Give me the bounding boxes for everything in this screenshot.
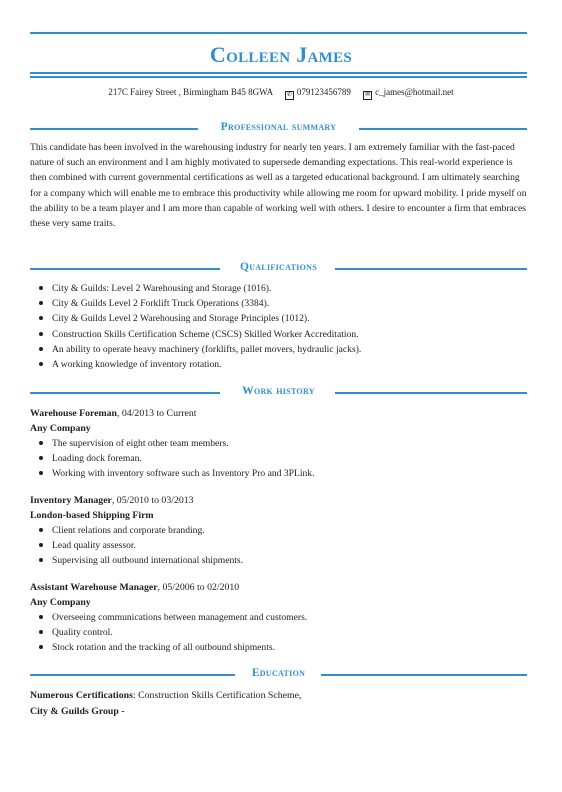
list-item: Quality control. — [30, 625, 530, 640]
education-title: Education — [251, 667, 306, 679]
job-title-line — [30, 406, 196, 421]
phone-icon: ✆ — [286, 92, 292, 98]
phone: 079123456789 — [296, 87, 351, 97]
list-item: Construction Skills Certification Scheme (CSCS) Skilled Worker Accreditation. — [30, 327, 530, 342]
job-company: London-based Shipping Firm — [30, 510, 154, 521]
header-rule-2 — [30, 76, 527, 78]
list-item: City & Guilds Level 2 Forklift Truck Operations (3384). — [30, 296, 530, 311]
summary-title: Professional summary — [220, 121, 337, 133]
email-icon: ✉ — [365, 92, 371, 98]
summary-heading — [30, 121, 527, 135]
education-school: City & Guilds Group - — [30, 706, 125, 717]
work-title: Work history — [242, 385, 315, 397]
list-item: Lead quality assessor. — [30, 538, 530, 553]
job-role: Warehouse Foreman — [30, 408, 117, 419]
job-company: Any Company — [30, 423, 91, 434]
list-item: Working with inventory software such as Inventory Pro and 3PLink. — [30, 466, 530, 481]
education-degree: Numerous Certifications — [30, 690, 133, 701]
list-item: Loading dock foreman. — [30, 451, 530, 466]
qualifications-title: Qualifications — [239, 261, 317, 273]
job-bullets — [30, 436, 530, 482]
list-item: Supervising all outbound international shipments. — [30, 553, 530, 568]
list-item: City & Guilds: Level 2 Warehousing and Storage (1016). — [30, 281, 530, 296]
list-item: Overseeing communications between management and customers. — [30, 610, 530, 625]
education-detail: : Construction Skills Certification Scheme, — [132, 690, 302, 701]
address: 217C Fairey Street , Birmingham B45 8GWA — [108, 87, 273, 97]
job-role: Assistant Warehouse Manager — [30, 582, 158, 593]
job-title-line — [30, 493, 194, 508]
job-role: Inventory Manager — [30, 495, 112, 506]
job-bullets — [30, 523, 530, 569]
list-item: A working knowledge of inventory rotation. — [30, 357, 530, 372]
candidate-name: Colleen James — [209, 42, 353, 67]
header-rule-1 — [30, 72, 527, 74]
list-item: City & Guilds Level 2 Warehousing and Storage Principles (1012). — [30, 311, 530, 326]
job-dates: , 05/2006 to 02/2010 — [157, 582, 240, 593]
list-item: The supervision of eight other team members. — [30, 436, 530, 451]
education-line — [30, 688, 301, 703]
list-item: An ability to operate heavy machinery (forklifts, pallet movers, hydraulic jacks). — [30, 342, 530, 357]
header-top-rule — [30, 32, 527, 34]
list-item: Client relations and corporate branding. — [30, 523, 530, 538]
summary-text: This candidate has been involved in the warehousing industry for nearly ten years. I am extremely familiar with the fast-paced nature of such an environment and I am highly motivated to supersede demanding expectations. This real-world experience is then combined with current governmental certifications as well as a targeted educational background. I am ultimately searching for a company which will enable me to embrace this productivity while allowing me room for upward mobility. I pride myself on the ability to be a team player and I am more than capable of working well with others. I desire to encounter a firm that embraces these very same traits. — [30, 142, 527, 230]
job-dates: , 04/2013 to Current — [117, 408, 197, 419]
job-dates: , 05/2010 to 03/2013 — [111, 495, 194, 506]
education-heading — [30, 667, 527, 681]
job-bullets — [30, 610, 530, 656]
job-title-line — [30, 580, 239, 595]
list-item: Stock rotation and the tracking of all outbound shipments. — [30, 640, 530, 655]
contact-line — [0, 87, 562, 100]
qualifications-heading — [30, 261, 527, 275]
job-company: Any Company — [30, 597, 91, 608]
work-heading — [30, 385, 527, 399]
email: c_james@hotmail.net — [375, 87, 454, 97]
qualifications-list — [30, 281, 530, 372]
